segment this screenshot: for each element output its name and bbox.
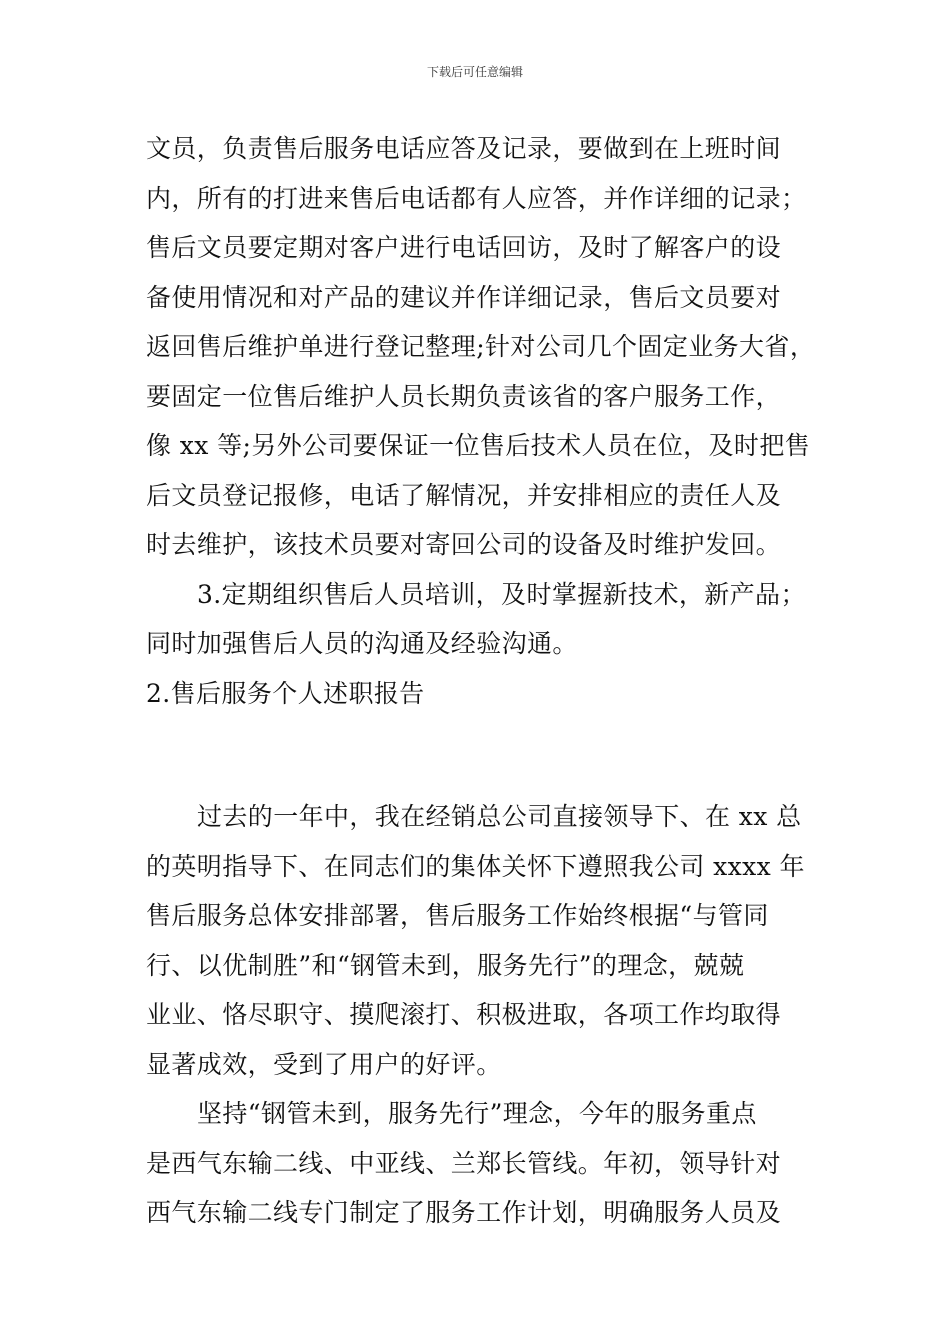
paragraph-line: 的英明指导下、在同志们的集体关怀下遵照我公司 xxxx 年 bbox=[146, 851, 805, 881]
paragraph-line: 备使用情况和对产品的建议并作详细记录，售后文员要对 bbox=[146, 282, 782, 312]
paragraph-line: 后文员登记报修，电话了解情况，并安排相应的责任人及 bbox=[146, 480, 782, 510]
list-item-3: 3.定期组织售后人员培训，及时掌握新技术，新产品； bbox=[197, 579, 806, 609]
paragraph-line: 同时加强售后人员的沟通及经验沟通。 bbox=[146, 629, 578, 658]
paragraph-line: 返回售后维护单进行登记整理;针对公司几个固定业务大省， bbox=[146, 332, 816, 361]
paragraph-line: 时去维护，该技术员要对寄回公司的设备及时维护发回。 bbox=[146, 530, 782, 559]
paragraph-line: 内，所有的打进来售后电话都有人应答，并作详细的记录； bbox=[146, 183, 807, 213]
paragraph-line: 西气东输二线专门制定了服务工作计划，明确服务人员及 bbox=[146, 1198, 782, 1227]
paragraph-line: 文员，负责售后服务电话应答及记录，要做到在上班时间 bbox=[146, 134, 782, 163]
paragraph-line: 售后文员要定期对客户进行电话回访，及时了解客户的设 bbox=[146, 233, 782, 262]
page-header: 下载后可任意编辑 bbox=[426, 65, 523, 79]
paragraph-line: 像 xx 等;另外公司要保证一位售后技术人员在位，及时把售 bbox=[146, 431, 811, 460]
paragraph-first-line: 坚持“钢管未到，服务先行”理念，今年的服务重点 bbox=[197, 1099, 757, 1128]
blank-spacer bbox=[146, 718, 810, 792]
section-heading: 2.售后服务个人述职报告 bbox=[146, 678, 425, 708]
paragraph-line: 显著成效，受到了用户的好评。 bbox=[146, 1049, 502, 1079]
paragraph-line: 行、以优制胜”和“钢管未到，服务先行”的理念，兢兢 bbox=[146, 950, 745, 980]
document-body bbox=[146, 124, 816, 1238]
paragraph-line: 是西气东输二线、中亚线、兰郑长管线。年初，领导针对 bbox=[146, 1148, 782, 1178]
paragraph-line: 要固定一位售后维护人员长期负责该省的客户服务工作， bbox=[146, 381, 782, 411]
paragraph-line: 售后服务总体安排部署，售后服务工作始终根据“与管同 bbox=[146, 901, 769, 930]
paragraph-line: 业业、恪尽职守、摸爬滚打、积极进取，各项工作均取得 bbox=[146, 1000, 782, 1029]
paragraph-first-line: 过去的一年中，我在经销总公司直接领导下、在 xx 总 bbox=[197, 802, 802, 831]
